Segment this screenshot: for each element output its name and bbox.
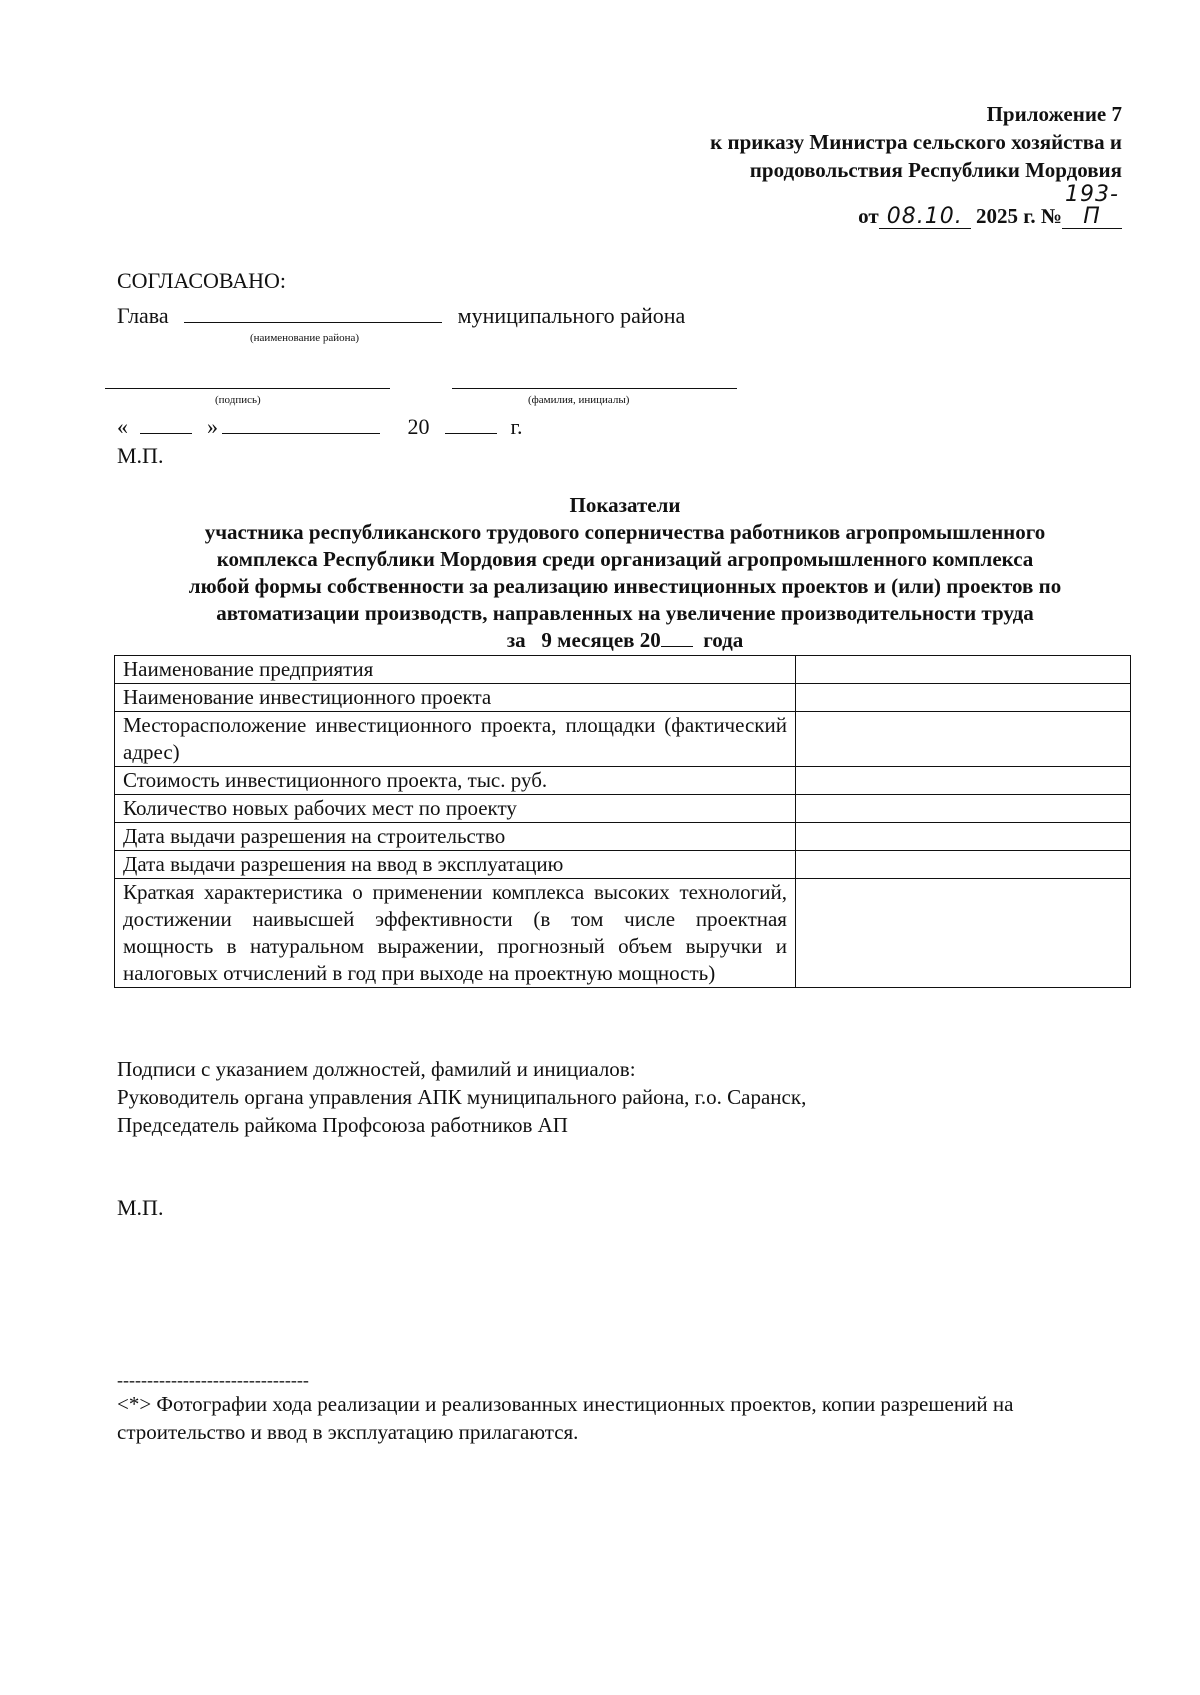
annex-header bbox=[710, 100, 1122, 230]
row-value-cell[interactable] bbox=[795, 684, 1130, 712]
period-months: 9 месяцев 20 bbox=[541, 628, 661, 652]
handwritten-number: 193-П bbox=[1062, 184, 1122, 229]
date-prefix: от bbox=[858, 204, 879, 228]
table-row bbox=[115, 767, 1131, 795]
title-line-3: любой формы собственности за реализацию инвестиционных проектов и (или) проектов по bbox=[188, 574, 1062, 598]
title-line-1: участника республиканского трудового соперничества работников агропромышленного bbox=[204, 520, 1046, 544]
date-row bbox=[117, 413, 523, 440]
year-prefix: 20 bbox=[407, 414, 430, 439]
stamp-mark-bottom: М.П. bbox=[117, 1195, 164, 1220]
footnote-text: <*> Фотографии хода реализации и реализованных инестиционных проектов, копии разрешений на строительство и ввод в эксплуатацию прилагаются. bbox=[117, 1392, 1014, 1444]
row-value-cell[interactable] bbox=[795, 712, 1130, 767]
table-row bbox=[115, 851, 1131, 879]
handwritten-date: 08.10. bbox=[879, 206, 971, 229]
sign-hint: (подпись) bbox=[215, 394, 261, 406]
name-hint: (фамилия, инициалы) bbox=[528, 394, 630, 406]
year-suffix: г. bbox=[510, 414, 523, 439]
year-blank bbox=[445, 413, 497, 434]
period-suffix: года bbox=[703, 628, 744, 652]
quote-open: « bbox=[117, 414, 128, 439]
table-row bbox=[115, 823, 1131, 851]
row-label: Дата выдачи разрешения на строительство bbox=[115, 823, 796, 851]
row-label: Количество новых рабочих мест по проекту bbox=[115, 795, 796, 823]
annex-title: Приложение 7 bbox=[986, 102, 1122, 126]
row-value-cell[interactable] bbox=[795, 767, 1130, 795]
municipal-label: муниципального района bbox=[457, 303, 686, 328]
row-value-cell[interactable] bbox=[795, 823, 1130, 851]
row-value-cell[interactable] bbox=[795, 879, 1130, 988]
document-title bbox=[105, 492, 1145, 654]
title-period-line bbox=[105, 627, 1145, 654]
head-label: Глава bbox=[117, 303, 169, 328]
table-row bbox=[115, 795, 1131, 823]
table-row bbox=[115, 712, 1131, 767]
row-value-cell[interactable] bbox=[795, 656, 1130, 684]
annex-ministry-line: продовольствия Республики Мордовия bbox=[749, 158, 1122, 182]
row-label: Дата выдачи разрешения на ввод в эксплуатацию bbox=[115, 851, 796, 879]
annex-order-line: к приказу Министра сельского хозяйства и bbox=[710, 130, 1122, 154]
approval-heading: СОГЛАСОВАНО: bbox=[117, 268, 286, 293]
table-row bbox=[115, 656, 1131, 684]
signatures-heading: Подписи с указанием должностей, фамилий и инициалов: bbox=[117, 1057, 636, 1081]
order-year: 2025 г. № bbox=[975, 204, 1062, 228]
row-label: Стоимость инвестиционного проекта, тыс. руб. bbox=[115, 767, 796, 795]
footnote-separator: -------------------------------- bbox=[117, 1370, 309, 1390]
row-label: Краткая характеристика о применении комплекса высоких технологий, достижении наивысшей эффективности (в том числе проектная мощность в натуральном выражении, прогнозный объем выручки и налоговых отчислений в год при выходе на проектную мощность) bbox=[115, 879, 796, 988]
title-line-4: автоматизации производств, направленных на увеличение производительности труда bbox=[216, 601, 1034, 625]
indicators-table bbox=[114, 655, 1131, 988]
period-prefix: за bbox=[506, 628, 526, 652]
table-row bbox=[115, 879, 1131, 988]
signature-line bbox=[105, 388, 390, 389]
stamp-mark: М.П. bbox=[117, 443, 164, 468]
title-line-2: комплекса Республики Мордовия среди организаций агропромышленного комплекса bbox=[216, 547, 1034, 571]
title-heading: Показатели bbox=[569, 493, 681, 517]
quote-close: » bbox=[207, 414, 218, 439]
row-label: Наименование предприятия bbox=[115, 656, 796, 684]
signatory-union: Председатель райкома Профсоюза работников АП bbox=[117, 1113, 568, 1137]
district-hint: (наименование района) bbox=[250, 332, 360, 344]
table-row bbox=[115, 684, 1131, 712]
row-value-cell[interactable] bbox=[795, 851, 1130, 879]
district-blank bbox=[184, 302, 442, 323]
signatures-block bbox=[117, 1055, 806, 1139]
head-row bbox=[117, 302, 685, 329]
annex-date-line bbox=[710, 184, 1122, 230]
month-blank bbox=[222, 413, 380, 434]
name-line bbox=[452, 388, 737, 389]
day-blank bbox=[140, 413, 192, 434]
period-year-blank bbox=[661, 628, 693, 647]
row-label: Месторасположение инвестиционного проекта, площадки (фактический адрес) bbox=[115, 712, 796, 767]
row-value-cell[interactable] bbox=[795, 795, 1130, 823]
signatory-head: Руководитель органа управления АПК муниципального района, г.о. Саранск, bbox=[117, 1085, 807, 1109]
row-label: Наименование инвестиционного проекта bbox=[115, 684, 796, 712]
